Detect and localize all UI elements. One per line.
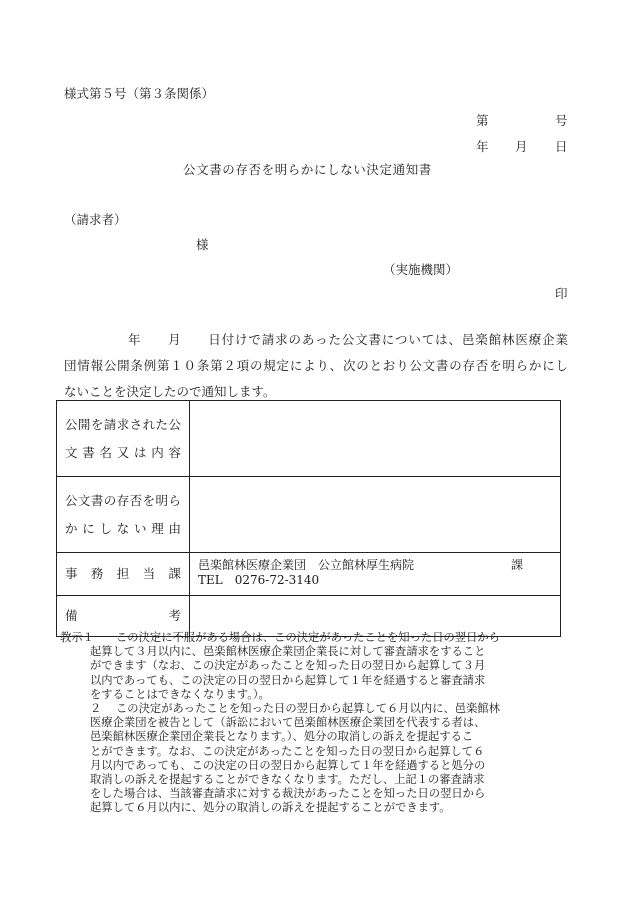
note-line: この決定に不服がある場合は、この決定があったことを知った日の翌日から <box>116 631 500 644</box>
table-row-remarks <box>57 596 560 636</box>
date-year: 年 <box>476 139 489 154</box>
body-line-2: 団情報公開条例第１０条第２項の規定により、次のとおり公文書の存否を明らかにし <box>64 358 568 373</box>
note-2 <box>60 702 570 816</box>
label-line: 公文書の存否を明ら <box>65 492 181 508</box>
label-line: かにしない理由 <box>65 520 181 536</box>
note-1-continuation <box>90 645 570 702</box>
doc-number-prefix: 第 <box>476 113 489 128</box>
value-reason <box>190 477 560 552</box>
date-month: 月 <box>515 139 528 154</box>
note-line: 医療企業団を被告として（訴訟において邑楽館林医療企業団を代表する者は、 <box>90 716 486 730</box>
agency-label: （実施機関） <box>383 262 459 277</box>
label-line: 公開を請求された公 <box>65 416 181 432</box>
body-line-3: ないことを決定したので通知します。 <box>64 384 276 399</box>
note-line: 以内であっても、この決定の日の翌日から起算して１年を経過すると審査請求 <box>90 673 486 687</box>
note-line: とができます。なお、この決定があったことを知った日の翌日から起算して６ <box>90 744 485 758</box>
department-phone: TEL 0276-72-3140 <box>198 573 320 587</box>
label-line: 備考 <box>65 608 181 623</box>
note-line: この決定があったことを知った日の翌日から起算して６月以内に、邑楽館林 <box>116 702 500 716</box>
label-line: 文書名又は内容 <box>65 444 181 460</box>
value-remarks <box>190 596 560 636</box>
note-line: 邑楽館林医療企業団企業長となります。）、処分の取消しの訴えを提起するこ <box>90 730 474 744</box>
label-reason <box>57 477 190 552</box>
department-name: 邑楽館林医療企業団 公立館林厚生病院 <box>198 558 415 572</box>
notes-section <box>60 631 570 816</box>
note-1 <box>60 631 570 702</box>
department-ka: 課 <box>511 558 524 572</box>
note-line: 月以内であっても、この決定の日の翌日から起算して１年を経過すると処分の <box>90 758 486 772</box>
table-row-department <box>57 553 560 596</box>
value-requested-document <box>190 401 560 476</box>
form-label: 様式第５号（第３条関係） <box>64 86 215 101</box>
decision-table <box>56 400 561 637</box>
note-line: 取消しの訴えを提起することができなくなります。ただし、上記１の審査請求 <box>90 773 485 787</box>
seal-mark: 印 <box>555 286 568 301</box>
note-line: をすることはできなくなります。）。 <box>90 687 270 701</box>
honorific-sama: 様 <box>196 237 209 252</box>
label-department <box>57 553 190 595</box>
label-requested-document <box>57 401 190 476</box>
doc-number-suffix: 号 <box>555 113 568 128</box>
body-paragraph <box>64 327 568 405</box>
note-line: ができます（なお、この決定があったことを知った日の翌日から起算して３月 <box>90 659 486 673</box>
body-line-1: 年 月 日付けで請求のあった公文書については、邑楽館林医療企業 <box>128 332 568 347</box>
note-2-text <box>116 702 570 716</box>
table-row-reason <box>57 477 560 553</box>
note-line: 起算して３月以内に、邑楽館林医療企業団企業長に対して審査請求をすること <box>90 645 486 659</box>
label-remarks <box>57 596 190 636</box>
note-1-tag: 教示１ <box>60 631 94 644</box>
document-title: 公文書の存否を明らかにしない決定通知書 <box>183 162 432 177</box>
label-line: 事務担当課 <box>65 566 181 581</box>
note-2-tag: ２ <box>90 702 102 716</box>
note-line: 起算して６月以内に、処分の取消しの訴えを提起することができます。 <box>90 801 451 815</box>
date-day: 日 <box>555 139 568 154</box>
note-1-text <box>116 631 570 645</box>
requester-label: （請求者） <box>64 212 127 227</box>
note-2-continuation <box>90 716 570 815</box>
table-row-requested-document <box>57 401 560 477</box>
note-line: をした場合は、当該審査請求に対する裁決があったことを知った日の翌日から <box>90 787 486 801</box>
value-department <box>190 553 560 595</box>
